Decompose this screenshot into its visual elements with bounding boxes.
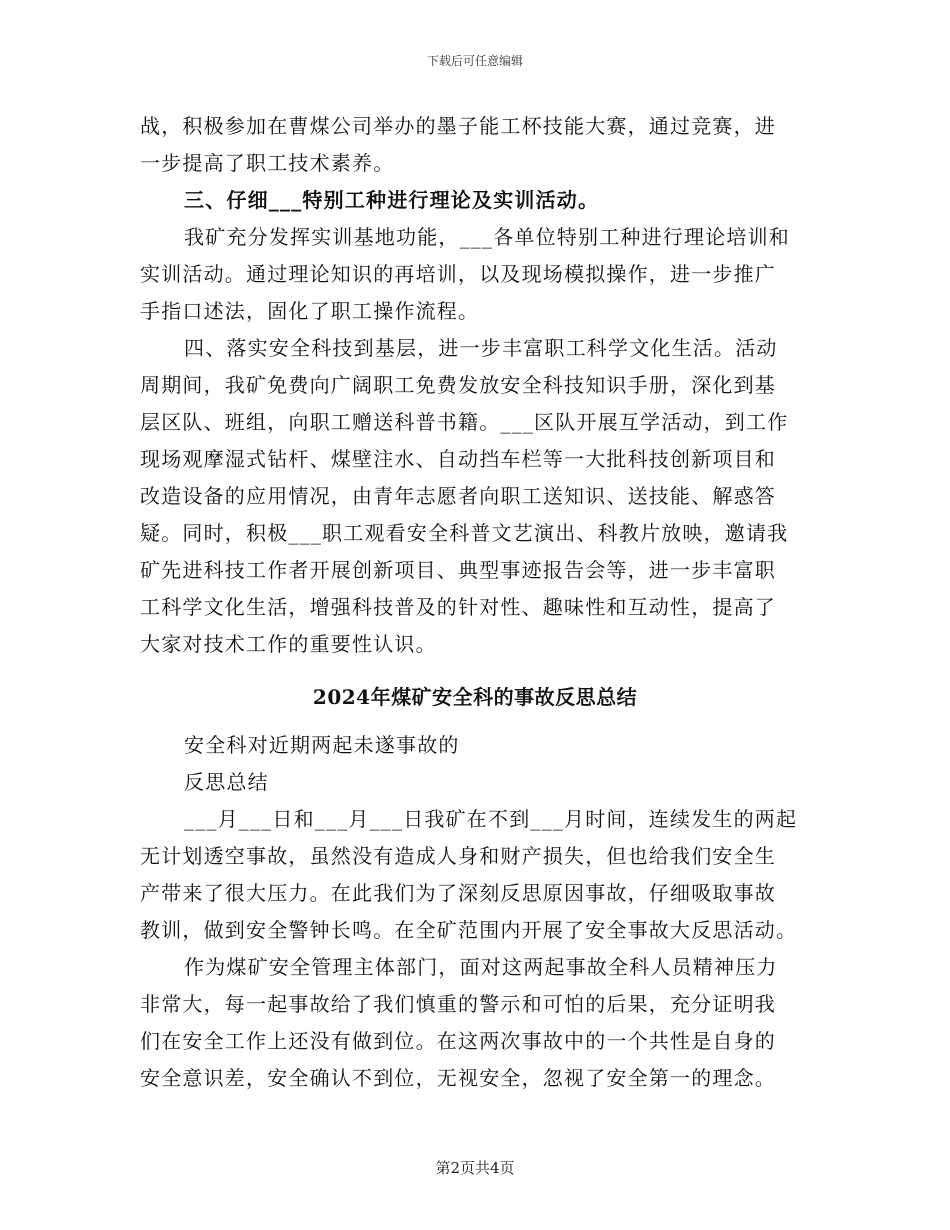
text-line: 安全意识差，安全确认不到位，无视安全，忽视了安全第一的理念。	[140, 1066, 776, 1090]
document-body-part2	[140, 727, 812, 1097]
text-line: 周期间，我矿免费向广阔职工免费发放安全科技知识手册，深化到基	[140, 373, 776, 397]
text-line: 改造设备的应用情况，由青年志愿者向职工送知识、送技能、解惑答	[140, 484, 776, 508]
text-line: 无计划透空事故，虽然没有造成人身和财产损失，但也给我们安全生	[140, 844, 776, 868]
text-line: 四、落实安全科技到基层，进一步丰富职工科学文化生活。活动	[184, 336, 778, 360]
text-line: 疑。同时，积极___职工观看安全科普文艺演出、科教片放映，邀请我	[140, 521, 789, 545]
page-footer: 第2页共4页	[435, 1159, 515, 1177]
text-line: 实训活动。通过理论知识的再培训，以及现场模拟操作，进一步推广	[140, 262, 776, 286]
section-heading: 三、仔细___特别工种进行理论及实训活动。	[184, 188, 600, 212]
text-line: 作为煤矿安全管理主体部门，面对这两起事故全科人员精神压力	[184, 955, 778, 979]
text-line: 教训，做到安全警钟长鸣。在全矿范围内开展了安全事故大反思活动。	[140, 918, 798, 942]
text-line: 矿先进科技工作者开展创新项目、典型事迹报告会等，进一步丰富职	[140, 558, 776, 582]
page-header: 下载后可任意编辑	[426, 54, 523, 68]
document-body-part1	[140, 108, 812, 663]
document-title: 2024年煤矿安全科的事故反思总结	[312, 685, 638, 709]
text-line: ___月___日和___月___日我矿在不到___月时间，连续发生的两起	[184, 807, 798, 831]
text-line: 战，积极参加在曹煤公司举办的墨子能工杯技能大赛，通过竞赛，进	[140, 114, 776, 138]
text-line: 现场观摩湿式钻杆、煤壁注水、自动挡车栏等一大批科技创新项目和	[140, 447, 776, 471]
text-line: 一步提高了职工技术素养。	[140, 151, 395, 175]
text-line: 非常大，每一起事故给了我们慎重的警示和可怕的后果，充分证明我	[140, 992, 776, 1016]
text-line: 们在安全工作上还没有做到位。在这两次事故中的一个共性是自身的	[140, 1029, 776, 1053]
text-line: 层区队、班组，向职工赠送科普书籍。___区队开展互学活动，到工作	[140, 410, 789, 434]
subtitle-line: 反思总结	[184, 770, 269, 794]
text-line: 手指口述法，固化了职工操作流程。	[140, 299, 480, 323]
text-line: 工科学文化生活，增强科技普及的针对性、趣味性和互动性，提高了	[140, 595, 776, 619]
text-line: 产带来了很大压力。在此我们为了深刻反思原因事故，仔细吸取事故	[140, 881, 776, 905]
text-line: 我矿充分发挥实训基地功能，___各单位特别工种进行理论培训和	[184, 225, 790, 249]
text-line: 大家对技术工作的重要性认识。	[140, 632, 437, 656]
subtitle-line: 安全科对近期两起未遂事故的	[184, 733, 460, 757]
